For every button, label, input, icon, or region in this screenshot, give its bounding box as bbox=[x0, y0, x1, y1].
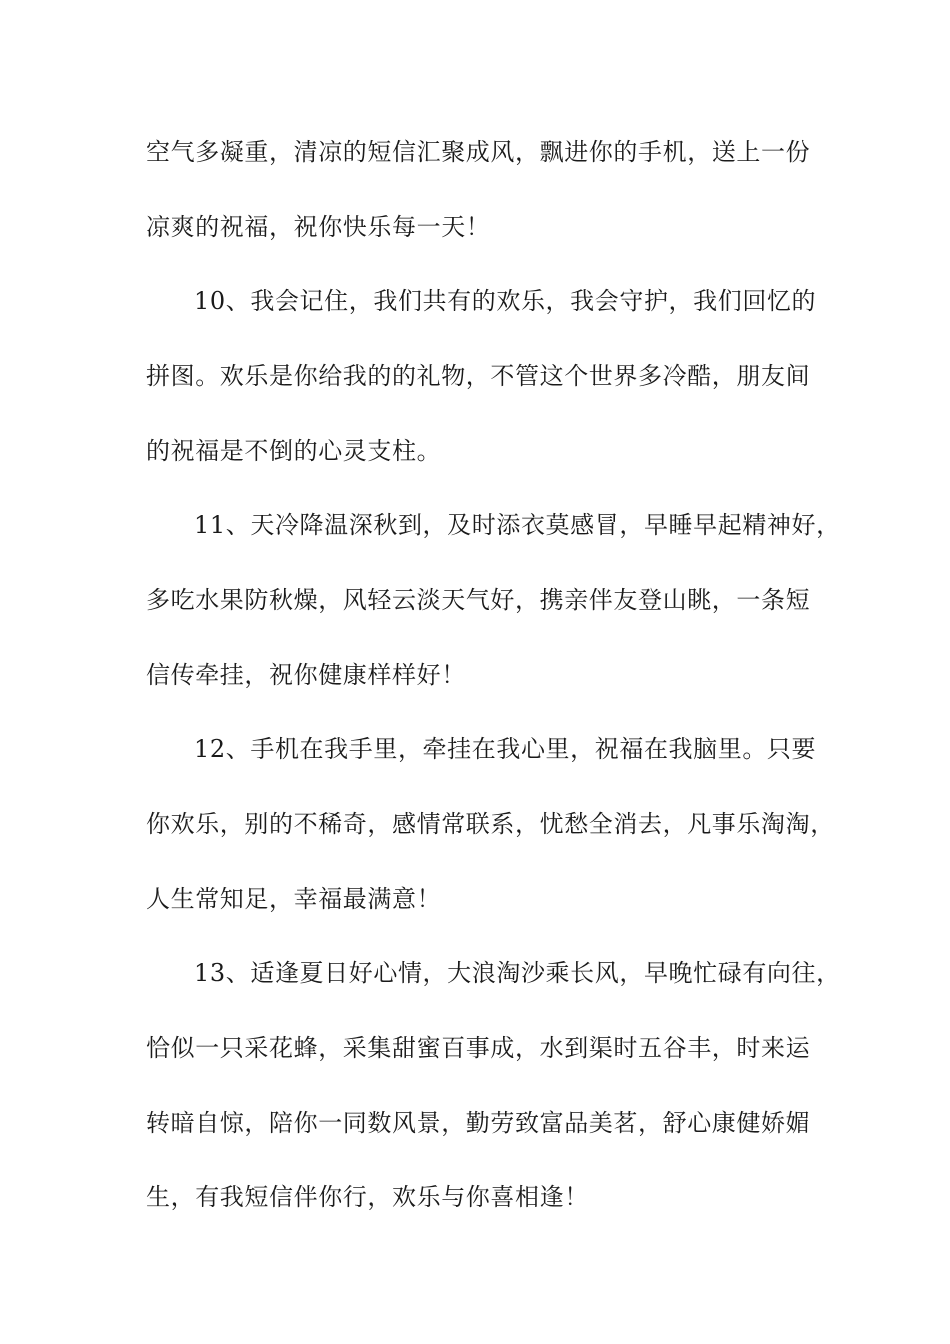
text-line: 多吃水果防秋燥，风轻云淡天气好，携亲伴友登山眺，一条短 bbox=[146, 586, 811, 614]
text-line: 恰似一只采花蜂，采集甜蜜百事成，水到渠时五谷丰，时来运 bbox=[146, 1034, 811, 1062]
paragraph-13-first-line: 13、适逢夏日好心情，大浪淘沙乘长风，早晚忙碌有向往， bbox=[194, 959, 841, 987]
text-line: 的祝福是不倒的心灵支柱。 bbox=[146, 437, 442, 465]
text-line: 生，有我短信伴你行，欢乐与你喜相逢！ bbox=[146, 1183, 589, 1211]
paragraph-12-first-line: 12、手机在我手里，牵挂在我心里，祝福在我脑里。只要 bbox=[194, 735, 817, 763]
text-line: 转暗自惊，陪你一同数风景，勤劳致富品美茗，舒心康健娇媚 bbox=[146, 1109, 811, 1137]
text-line: 人生常知足，幸福最满意！ bbox=[146, 885, 442, 913]
paragraph-10-first-line: 10、我会记住，我们共有的欢乐，我会守护，我们回忆的 bbox=[194, 287, 817, 315]
paragraph-11-first-line: 11、天冷降温深秋到，及时添衣莫感冒，早睡早起精神好， bbox=[194, 511, 841, 539]
text-line: 信传牵挂，祝你健康样样好！ bbox=[146, 661, 466, 689]
text-line: 拼图。欢乐是你给我的的礼物，不管这个世界多冷酷，朋友间 bbox=[146, 362, 811, 390]
text-line: 空气多凝重，清凉的短信汇聚成风，飘进你的手机，送上一份 bbox=[146, 138, 811, 166]
text-line: 你欢乐，别的不稀奇，感情常联系，忧愁全消去，凡事乐淘淘， bbox=[146, 810, 835, 838]
text-line: 凉爽的祝福，祝你快乐每一天！ bbox=[146, 213, 491, 241]
